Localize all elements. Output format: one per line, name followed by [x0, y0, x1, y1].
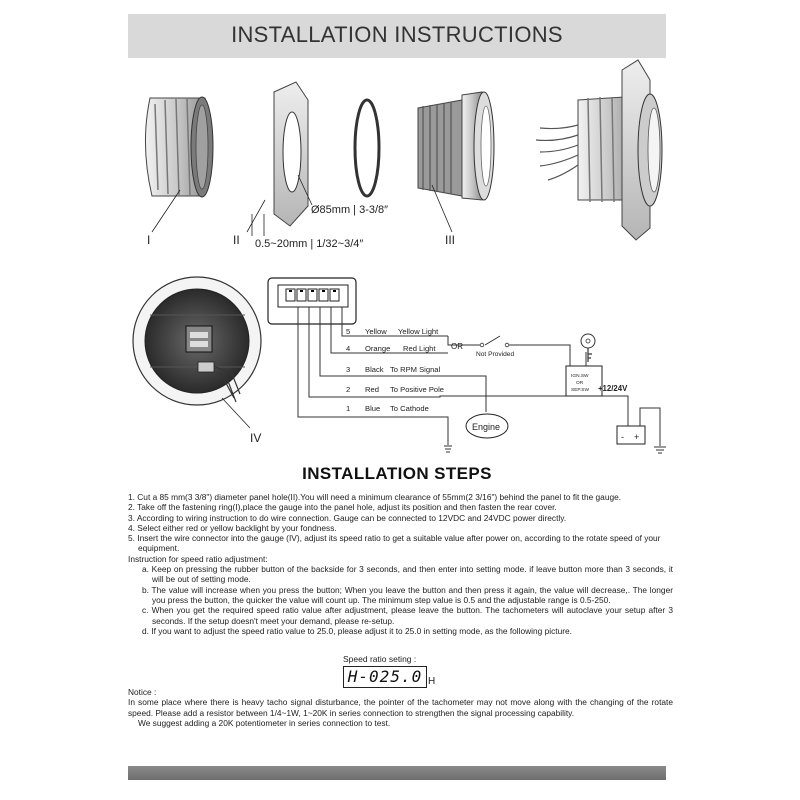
fastening-ring-part: [145, 97, 213, 232]
wire-1-color: Blue: [365, 404, 381, 413]
display-unit: H: [428, 676, 436, 687]
wire-3-function: To RPM Signal: [390, 365, 441, 374]
wire-5-num: 5: [346, 327, 351, 336]
ignition-switch: [566, 334, 602, 396]
step-4: 4. Select either red or yellow backlight by your fondness.: [128, 522, 337, 533]
notice-section: [128, 687, 673, 728]
installation-steps: [128, 492, 673, 636]
gauge-body-part: [418, 92, 494, 232]
wire-4-num: 4: [346, 344, 351, 353]
notice-line-1: In some place where there is heavy tacho signal disturbance, the pointer of the tachometer may not move along with the changing of the rotate speed. Please add a resistor between 1/4~1W, 1~20K in series connection to strengthen the signal processing capability.: [128, 697, 673, 718]
step-3: 3. According to wiring instruction to do wire connection. Gauge can be connected to 12VDC and 24VDC power directly.: [128, 512, 567, 523]
sub-step-d: d. If you want to adjust the speed ratio value to 25.0, please adjust it to 25.0 in setting mode, as the following picture.: [142, 625, 572, 636]
speed-ratio-display: H-025.0: [343, 666, 427, 688]
o-ring-part: [355, 100, 379, 196]
wire-2-num: 2: [346, 385, 351, 394]
part-label-4: IV: [250, 431, 262, 445]
sub-step-b: b. The value will increase when you press the button; When you leave the button and then press it again, the value will decrease,. The longer you press the button, the quicker the value will count up. The minimum step value is 0.5 and the adjustable range is 0.5-250.: [142, 584, 673, 605]
part-label-2: II: [233, 233, 240, 247]
sub-step-a: a. Keep on pressing the rubber button of the backside for 3 seconds, and then enter into setting mode. if leave button more than 3 seconds, it will be out of setting mode.: [142, 564, 673, 585]
engine-label: Engine: [472, 422, 501, 432]
footer-band: [128, 766, 666, 780]
wire-5-function: Yellow Light: [398, 327, 439, 336]
voltage-label: +12/24V: [598, 384, 628, 393]
wire-4-function: Red Light: [403, 344, 436, 353]
wire-2-color: Red: [365, 385, 379, 394]
wire-connector: [268, 278, 356, 324]
part-label-3: III: [445, 233, 456, 247]
not-provided-label: Not Provided: [476, 351, 515, 358]
wire-2-function: To Positive Pole: [390, 385, 445, 394]
wire-5-color: Yellow: [365, 327, 387, 336]
step-2: 2. Take off the fastening ring(I),place the gauge into the panel hole, adjust its position and then fasten the rear cover.: [128, 502, 557, 513]
ratio-heading: Instruction for speed ratio adjustment:: [128, 553, 268, 564]
wire-3-num: 3: [346, 365, 351, 374]
step-5: 5. Insert the wire connector into the gauge (IV), adjust its speed ratio to get a suitable value after power on, according to the rotate speed of your equipment.: [128, 533, 661, 554]
notice-line-2: We suggest adding a 20K potentiometer in series connection to test.: [138, 717, 391, 728]
switch-label-3: SEP.SW: [571, 388, 590, 393]
or-label: OR: [451, 342, 463, 351]
display-label: Speed ratio seting :: [343, 654, 417, 664]
sub-step-c: c. When you get the required speed ratio value after adjustment, please leave the button. The tachometers will autoclave your setup after 3 seconds. If the setup doesn't meet your demand, please re-setup.: [142, 605, 673, 626]
wire-3-color: Black: [365, 365, 384, 374]
part-label-1: I: [147, 233, 151, 247]
switch-contact-left: [480, 343, 484, 347]
page-title: INSTALLATION INSTRUCTIONS: [231, 22, 563, 47]
battery-minus: -: [621, 432, 624, 442]
switch-label-1: IGN.SW: [571, 374, 589, 379]
switch-contact-right: [505, 343, 509, 347]
wire-1-function: To Cathode: [390, 404, 429, 413]
wire-1-num: 1: [346, 404, 351, 413]
step-1: 1. Cut a 85 mm(3 3/8") diameter panel hole(II).You will need a minimum clearance of 55mm(2 3/16") behind the panel to fit the gauge.: [128, 492, 622, 502]
switch-label-2: OR: [576, 381, 584, 386]
steps-title: INSTALLATION STEPS: [302, 464, 492, 483]
panel-thickness-dimension: 0.5~20mm | 1/32~3/4″: [255, 238, 364, 250]
diameter-dimension: Ø85mm | 3-3/8″: [311, 204, 389, 216]
wire-4-color: Orange: [365, 344, 391, 353]
battery-plus: +: [634, 432, 640, 442]
gauge-back-view: [133, 277, 261, 428]
notice-heading: Notice :: [128, 687, 157, 697]
panel-part: [247, 82, 312, 236]
assembled-gauge: [536, 60, 662, 240]
